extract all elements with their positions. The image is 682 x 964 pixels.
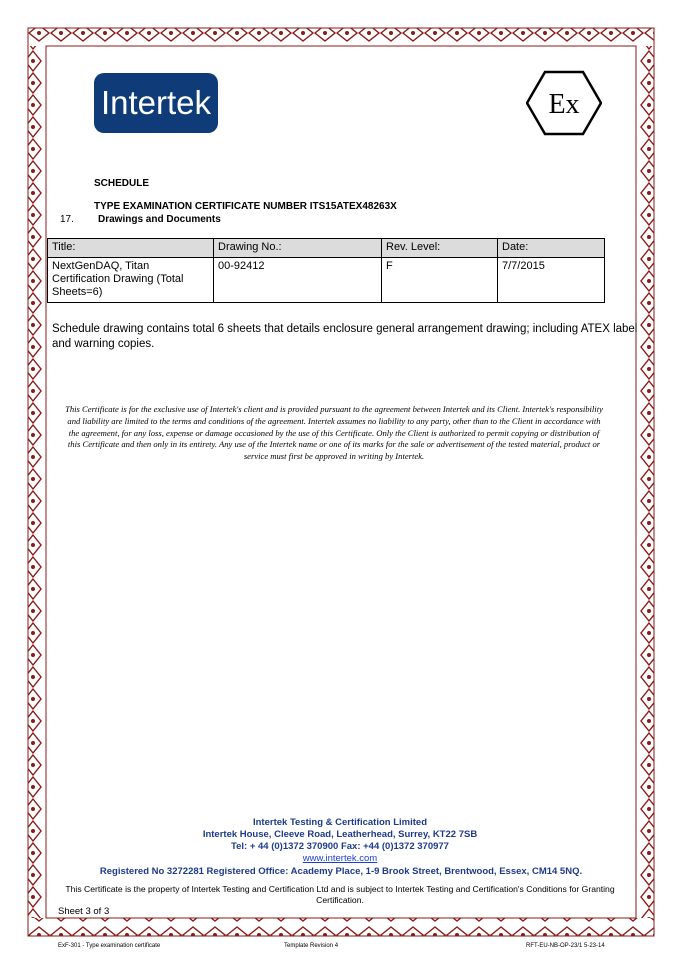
intertek-logo: Intertek bbox=[94, 73, 218, 133]
disclaimer: This Certificate is for the exclusive use of Intertek's client and is provided pursuant to the agreement between Intertek and its Client. Intertek's responsibility and liability are limited to the terms and conditions of the agreement. Intertek assumes no liability to any party, other than to the Client in accordance with the agreement, for any loss, expense or damage occasioned by the use of this Certificate. Only the Client is authorized to permit copying or distribution of this Certificate and then only in its entirety. Any use of the Intertek name or one of its marks for the sale or advertisement of the tested material, product or service must first be approved in writing by Intertek. bbox=[65, 404, 603, 462]
schedule-label: SCHEDULE bbox=[94, 178, 150, 189]
cell-rev-level: F bbox=[382, 258, 498, 303]
footer-phone: Tel: + 44 (0)1372 370900 Fax: +44 (0)1372 370977 bbox=[231, 841, 449, 852]
table-row bbox=[48, 258, 605, 303]
property-notice: This Certificate is the property of Intertek Testing and Certification Ltd and is subject to Intertek Testing and Certification's Conditions for Granting Certification. bbox=[65, 884, 615, 905]
header-rev-level: Rev. Level: bbox=[382, 239, 498, 258]
cell-title: NextGenDAQ, Titan Certification Drawing (Total Sheets=6) bbox=[48, 258, 214, 303]
schedule-note: Schedule drawing contains total 6 sheets that details enclosure general arrangement drawing; including ATEX label and warning copies. bbox=[52, 323, 638, 350]
form-id: ExF-301 - Type examination certificate bbox=[58, 943, 161, 949]
table-header-row bbox=[48, 239, 605, 258]
section-title: Drawings and Documents bbox=[98, 214, 221, 225]
cell-drawing-no: 00-92412 bbox=[214, 258, 382, 303]
header-title: Title: bbox=[48, 239, 214, 258]
certificate-title: TYPE EXAMINATION CERTIFICATE NUMBER ITS15ATEX48263X bbox=[94, 201, 397, 212]
section-number: 17. bbox=[60, 214, 74, 225]
header-drawing-no: Drawing No.: bbox=[214, 239, 382, 258]
header-date: Date: bbox=[498, 239, 605, 258]
ex-mark-icon bbox=[526, 70, 602, 136]
cell-date: 7/7/2015 bbox=[498, 258, 605, 303]
footer-address: Intertek House, Cleeve Road, Leatherhead, Surrey, KT22 7SB bbox=[202, 829, 478, 840]
ex-mark-text: Ex bbox=[548, 89, 580, 120]
footer-company: Intertek Testing & Certification Limited bbox=[252, 817, 427, 828]
footer-registered: Registered No 3272281 Registered Office: Academy Place, 1-9 Brook Street, Brentwood, Essex, CM14 5NQ. bbox=[99, 866, 583, 877]
reference-code: RFT-EU-NB-OP-23/1 5-23-14 bbox=[526, 943, 605, 949]
template-revision: Template Revision 4 bbox=[284, 943, 339, 949]
sheet-number: Sheet 3 of 3 bbox=[58, 906, 110, 917]
footer-website-link[interactable]: www.intertek.com bbox=[302, 853, 378, 864]
drawings-table bbox=[47, 238, 605, 303]
